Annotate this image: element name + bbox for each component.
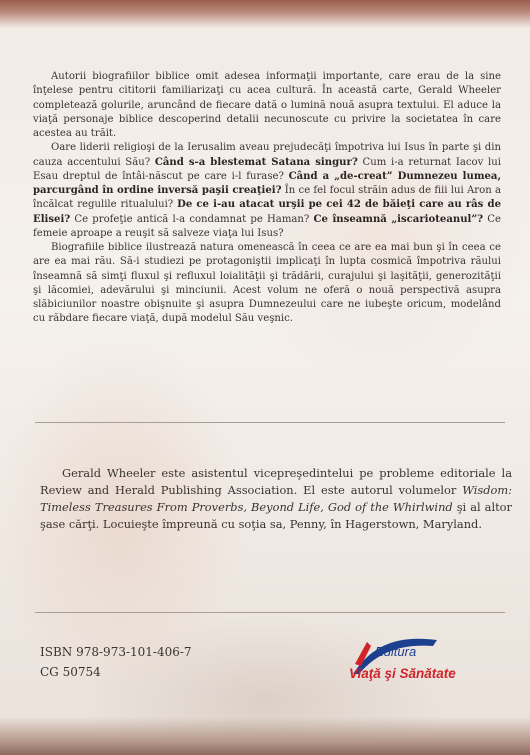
text-run: Ce femeie aproape a reuşit să salveze viaţa lui Isus?	[33, 213, 501, 239]
catalog-code: CG 50754	[40, 665, 101, 679]
question-bold: De ce i-au atacat urşii pe cei 42 de băieţi care au râs de Elisei?	[33, 199, 501, 225]
bottom-decorative-band	[0, 717, 530, 755]
top-decorative-band	[0, 0, 530, 28]
author-bio-paragraph	[40, 465, 512, 533]
author-book-titles: Wisdom: Timeless Treasures From Proverbs, Beyond Life, God of the Whirlwind	[40, 483, 512, 514]
divider-top	[35, 422, 505, 423]
text-run: Oare liderii religioşi de la Ierusalim aveau prejudecăţi împotriva lui Isus în parte şi din cauza accentului Său?	[33, 142, 501, 168]
question-bold: Când s-a blestemat Satana singur?	[154, 156, 358, 168]
description-paragraph-2	[33, 141, 501, 241]
description-paragraph-3	[33, 241, 501, 327]
text-run: Ce profeţie antică l-a condamnat pe Haman?	[70, 213, 314, 225]
publisher-logo	[345, 634, 470, 692]
description-paragraph-1	[33, 70, 501, 141]
text-run: Cum i-a returnat Iacov lui Esau dreptul de întâi-născut pe care i-l furase?	[33, 156, 501, 182]
text-run: Biografiile biblice ilustrează natura omenească în ceea ce are ea mai bun şi în ceea ce are ea mai rău. Să-i studiezi pe protagoniştii implicaţi în lupta cosmică împotriva răului înseamnă să simţi fluxul şi refluxul loialităţii şi trădării, curajului şi laşităţii, generozităţii şi lăcomiei, adevărului şi minciunii. Acest volum ne oferă o nouă perspectivă asupra slăbiciunilor noastre obişnuite şi asupra Dumnezeului care ne iubeşte oricum, modelând cu răbdare fiecare viaţă, după modelul Său veşnic.	[33, 242, 501, 325]
divider-bottom	[35, 612, 505, 613]
isbn-number: ISBN 978-973-101-406-7	[40, 645, 192, 659]
publisher-name-line2: Viaţă şi Sănătate	[349, 666, 456, 681]
question-bold: Ce înseamnă „iscarioteanul”?	[313, 213, 484, 225]
author-bio-text-end: şi al altor şase cărţi. Locuieşte împreună cu soţia sa, Penny, în Hagerstown, Maryland.	[40, 500, 512, 531]
text-run: În ce fel focul străin adus de fiii lui Aron a încălcat regulile ritualului?	[33, 185, 501, 211]
author-bio	[40, 465, 512, 533]
author-bio-text: Gerald Wheeler este asistentul vicepreşedintelui pe probleme editoriale la Review and Herald Publishing Association. El este autorul volumelor	[40, 466, 512, 497]
question-bold: Când a „de-creat” Dumnezeu lumea, parcurgând în ordine inversă paşii creaţiei?	[33, 170, 501, 196]
book-description	[33, 70, 501, 327]
publisher-name-line1: Editura	[375, 644, 417, 659]
text-run: Autorii biografiilor biblice omit adesea informaţii importante, care erau de la sine înţelese pentru cititorii familiarizaţi cu acea cultură. În această carte, Gerald Wheeler completează golurile, aruncând de fiecare dată o lumină nouă asupra textului. El aduce la viaţă personaje biblice descoperind detalii necunoscute cu privire la societatea în care acestea au trăit.	[33, 71, 501, 139]
